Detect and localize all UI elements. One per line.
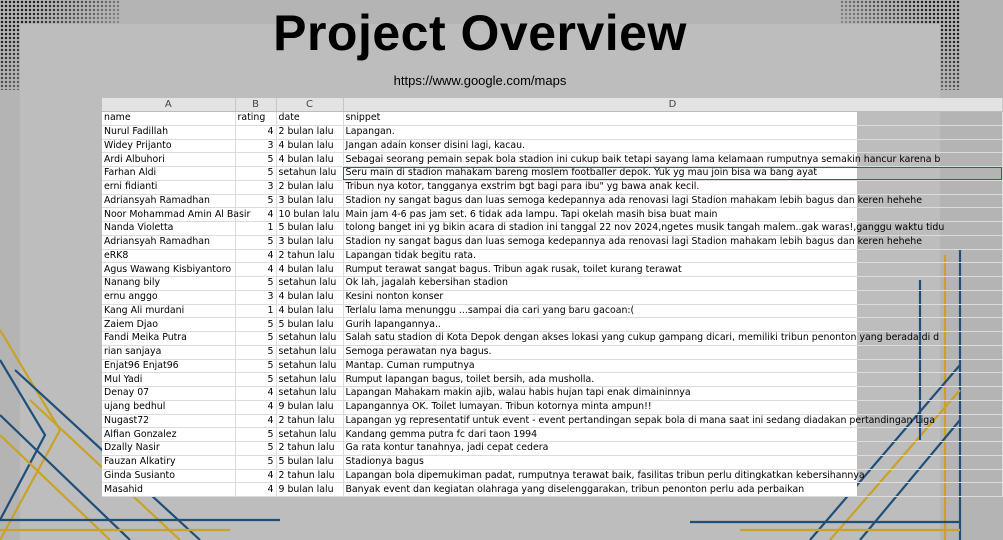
rating-cell[interactable]: 3 <box>235 290 276 304</box>
table-row <box>102 318 1002 332</box>
header-cell[interactable]: date <box>276 112 343 126</box>
snippet-cell[interactable]: Stadionya bagus <box>343 455 1002 469</box>
name-cell[interactable]: Masahid <box>102 483 235 497</box>
table-row <box>102 125 1002 139</box>
snippet-cell[interactable]: Stadion ny sangat bagus dan luas semoga kedepannya ada renovasi lagi Stadion mahakam lebih bagus dan keren hehehe <box>343 235 1002 249</box>
header-row <box>102 112 1002 126</box>
rating-cell[interactable]: 4 <box>235 387 276 401</box>
rating-cell[interactable]: 5 <box>235 318 276 332</box>
rating-cell[interactable]: 5 <box>235 345 276 359</box>
date-cell[interactable]: setahun lalu <box>276 332 343 346</box>
table-row <box>102 180 1002 194</box>
table-row <box>102 400 1002 414</box>
name-cell[interactable]: Noor Mohammad Amin Al Basir <box>104 208 251 220</box>
snippet-cell[interactable]: Lapangan Mahakam makin ajib, walau habis hujan tapi enak dimaininnya <box>343 387 1002 401</box>
column-letter[interactable]: C <box>276 98 343 112</box>
header-cell[interactable]: rating <box>235 112 276 126</box>
name-cell[interactable]: Fauzan Alkatiry <box>102 455 235 469</box>
name-cell[interactable]: Adriansyah Ramadhan <box>102 235 235 249</box>
snippet-cell[interactable]: Ga rata kontur tanahnya, jadi cepat cedera <box>343 442 1002 456</box>
date-cell[interactable]: 2 tahun lalu <box>276 414 343 428</box>
date-cell[interactable]: setahun lalu <box>276 277 343 291</box>
snippet-cell[interactable]: Ok lah, jagalah kebersihan stadion <box>343 277 1002 291</box>
snippet-cell[interactable]: Lapangan. <box>343 125 1002 139</box>
table-row <box>102 304 1002 318</box>
snippet-cell[interactable]: Terlalu lama menunggu ...sampai dia cari yang baru gacoan:( <box>343 304 1002 318</box>
rating-cell[interactable]: 4 <box>235 483 276 497</box>
rating-cell[interactable]: 1 <box>235 222 276 236</box>
snippet-cell[interactable]: Lapangan bola dipemukiman padat, rumputnya terawat baik, fasilitas tribun perlu ditingkatkan kebersihannya <box>343 469 1002 483</box>
name-cell[interactable]: Nanda Violetta <box>102 222 235 236</box>
rating-cell[interactable]: 5 <box>235 373 276 387</box>
name-cell[interactable]: Enjat96 Enjat96 <box>102 359 235 373</box>
date-cell[interactable]: 4 bulan lalu <box>276 304 343 318</box>
date-cell[interactable]: setahun lalu <box>276 359 343 373</box>
name-cell[interactable]: Nurul Fadillah <box>102 125 235 139</box>
snippet-cell[interactable]: Kesini nonton konser <box>343 290 1002 304</box>
date-cell[interactable]: 10 bulan lalu <box>276 208 343 222</box>
date-cell[interactable]: 5 bulan lalu <box>276 318 343 332</box>
date-cell[interactable]: setahun lalu <box>276 387 343 401</box>
table-row <box>102 277 1002 291</box>
rating-cell[interactable]: 5 <box>235 277 276 291</box>
table-row <box>102 442 1002 456</box>
snippet-cell[interactable]: Gurih lapangannya.. <box>343 318 1002 332</box>
snippet-cell[interactable]: Rumput terawat sangat bagus. Tribun agak rusak, toilet kurang terawat <box>343 263 1002 277</box>
page-title: Project Overview <box>273 5 687 61</box>
table-row <box>102 414 1002 428</box>
snippet-cell[interactable]: Lapangan tidak begitu rata. <box>343 249 1002 263</box>
table-row <box>102 194 1002 208</box>
name-cell[interactable]: Kang Ali murdani <box>102 304 235 318</box>
table-row <box>102 332 1002 346</box>
name-cell[interactable]: Denay 07 <box>102 387 235 401</box>
column-letter[interactable]: D <box>343 98 1002 112</box>
snippet-cell[interactable]: Rumput lapangan bagus, toilet bersih, ada musholla. <box>343 373 1002 387</box>
table-row <box>102 428 1002 442</box>
table-row <box>102 373 1002 387</box>
rating-cell[interactable]: 4 <box>235 400 276 414</box>
date-cell[interactable]: 2 tahun lalu <box>276 469 343 483</box>
table-row <box>102 483 1002 497</box>
rating-cell[interactable]: 5 <box>235 442 276 456</box>
rating-cell[interactable]: 4 <box>235 414 276 428</box>
date-cell[interactable]: 2 bulan lalu <box>276 180 343 194</box>
table-row <box>102 263 1002 277</box>
date-cell[interactable]: 3 bulan lalu <box>276 194 343 208</box>
rating-cell[interactable]: 3 <box>235 180 276 194</box>
table-row <box>102 345 1002 359</box>
name-cell[interactable]: erni fidianti <box>102 180 235 194</box>
snippet-cell[interactable]: tolong banget ini yg bikin acara di stadion ini tanggal 22 nov 2024,ngetes musik tangah malem..gak waras!,ganggu waktu tidu <box>343 222 1002 236</box>
rating-cell[interactable]: 5 <box>235 359 276 373</box>
date-cell[interactable]: 4 bulan lalu <box>276 139 343 153</box>
snippet-cell[interactable]: Banyak event dan kegiatan olahraga yang diselenggarakan, tribun penonton perlu ada perbaikan <box>343 483 1002 497</box>
date-cell[interactable]: 9 bulan lalu <box>276 483 343 497</box>
name-cell[interactable]: Nanang bily <box>102 277 235 291</box>
date-cell[interactable]: 4 bulan lalu <box>276 290 343 304</box>
snippet-cell[interactable]: Stadion ny sangat bagus dan luas semoga kedepannya ada renovasi lagi Stadion mahakam lebih bagus dan keren hehehe <box>343 194 1002 208</box>
table-row <box>102 235 1002 249</box>
rating-cell[interactable]: 5 <box>235 332 276 346</box>
snippet-cell[interactable]: Mantap. Cuman rumputnya <box>343 359 1002 373</box>
rating-cell[interactable]: 5 <box>235 194 276 208</box>
name-cell[interactable]: Widey Prijanto <box>102 139 235 153</box>
name-cell[interactable]: Nugast72 <box>102 414 235 428</box>
snippet-cell[interactable]: Jangan adain konser disini lagi, kacau. <box>343 139 1002 153</box>
name-cell[interactable]: Dzally Nasir <box>102 442 235 456</box>
rating-cell[interactable]: 4 <box>235 125 276 139</box>
date-cell[interactable]: setahun lalu <box>276 167 343 181</box>
table-row <box>102 139 1002 153</box>
name-cell[interactable]: Agus Wawang Kisbiyantoro <box>102 263 235 277</box>
column-letter-row <box>102 98 1002 112</box>
column-letter[interactable]: A <box>102 98 235 112</box>
table-row <box>102 153 1002 167</box>
snippet-cell[interactable]: Salah satu stadion di Kota Depok dengan akses lokasi yang cukup gampang dicari, memiliki tribun penonton yang berada di d <box>343 332 1002 346</box>
rating-cell[interactable]: 5 <box>235 455 276 469</box>
table-row <box>102 455 1002 469</box>
rating-cell[interactable]: 5 <box>235 428 276 442</box>
name-cell[interactable]: Farhan Aldi <box>102 167 235 181</box>
table-row <box>102 290 1002 304</box>
header-cell[interactable]: snippet <box>343 112 1002 126</box>
table-row <box>102 249 1002 263</box>
name-cell[interactable]: Ginda Susianto <box>102 469 235 483</box>
date-cell[interactable]: 2 bulan lalu <box>276 125 343 139</box>
table-row <box>102 469 1002 483</box>
table-row <box>102 387 1002 401</box>
name-cell[interactable]: rian sanjaya <box>102 345 235 359</box>
snippet-cell[interactable]: Sebagai seorang pemain sepak bola stadion ini cukup baik tetapi sayang lama kelamaan rumputnya semakin hancur karena b <box>343 153 1002 167</box>
name-cell[interactable]: Ardi Albuhori <box>102 153 235 167</box>
date-cell[interactable]: setahun lalu <box>276 345 343 359</box>
rating-cell[interactable]: 5 <box>235 235 276 249</box>
rating-cell[interactable]: 4 <box>235 469 276 483</box>
snippet-cell[interactable]: Kandang gemma putra fc dari taon 1994 <box>343 428 1002 442</box>
header-cell[interactable]: name <box>102 112 235 126</box>
date-cell[interactable]: 4 bulan lalu <box>276 153 343 167</box>
table-row <box>102 167 1002 181</box>
snippet-cell[interactable]: Seru main di stadion mahakam bareng moslem footballer depok. Yuk yg mau join bisa wa bang ayat <box>343 167 1002 181</box>
source-url[interactable]: https://www.google.com/maps <box>393 73 567 88</box>
rating-cell[interactable]: 3 <box>235 139 276 153</box>
date-cell[interactable]: 2 tahun lalu <box>276 249 343 263</box>
name-cell[interactable]: Alfian Gonzalez <box>102 428 235 442</box>
rating-cell[interactable]: 4 <box>235 249 276 263</box>
snippet-cell[interactable]: Lapangannya OK. Toilet lumayan. Tribun kotornya minta ampun!! <box>343 400 1002 414</box>
table-row <box>102 208 1002 222</box>
date-cell[interactable]: 3 bulan lalu <box>276 235 343 249</box>
name-cell[interactable]: ernu anggo <box>102 290 235 304</box>
name-cell[interactable]: ujang bedhul <box>102 400 235 414</box>
name-cell[interactable]: eRK8 <box>102 249 235 263</box>
table-row <box>102 359 1002 373</box>
name-cell[interactable]: Mul Yadi <box>102 373 235 387</box>
date-cell[interactable]: 5 bulan lalu <box>276 455 343 469</box>
date-cell[interactable]: 9 bulan lalu <box>276 400 343 414</box>
column-letter[interactable]: B <box>235 98 276 112</box>
snippet-cell[interactable]: Lapangan yg representatif untuk event - event pertandingan sepak bola di mana saat ini sedang diadakan pertandingan Liga <box>343 414 1002 428</box>
date-cell[interactable]: setahun lalu <box>276 428 343 442</box>
date-cell[interactable]: 4 bulan lalu <box>276 263 343 277</box>
spreadsheet-screenshot <box>102 98 945 496</box>
reviews-table <box>102 98 1003 497</box>
snippet-cell[interactable]: Tribun nya kotor, tangganya exstrim bgt bagi para ibu" yg bawa anak kecil. <box>343 180 1002 194</box>
name-cell[interactable]: Fandi Meika Putra <box>102 332 235 346</box>
table-row <box>102 222 1002 236</box>
date-cell[interactable]: setahun lalu <box>276 373 343 387</box>
rating-cell[interactable]: 1 <box>235 304 276 318</box>
snippet-cell[interactable]: Main jam 4-6 pas jam set. 6 tidak ada lampu. Tapi okelah masih bisa buat main <box>343 208 1002 222</box>
rating-cell[interactable]: 5 <box>235 167 276 181</box>
rating-cell[interactable]: 4 <box>235 263 276 277</box>
date-cell[interactable]: 5 bulan lalu <box>276 222 343 236</box>
snippet-cell[interactable]: Semoga perawatan nya bagus. <box>343 345 1002 359</box>
name-cell[interactable]: Adriansyah Ramadhan <box>102 194 235 208</box>
rating-cell[interactable]: 4 <box>235 208 276 222</box>
name-cell[interactable]: Zaiem Djao <box>102 318 235 332</box>
date-cell[interactable]: 2 tahun lalu <box>276 442 343 456</box>
rating-cell[interactable]: 5 <box>235 153 276 167</box>
